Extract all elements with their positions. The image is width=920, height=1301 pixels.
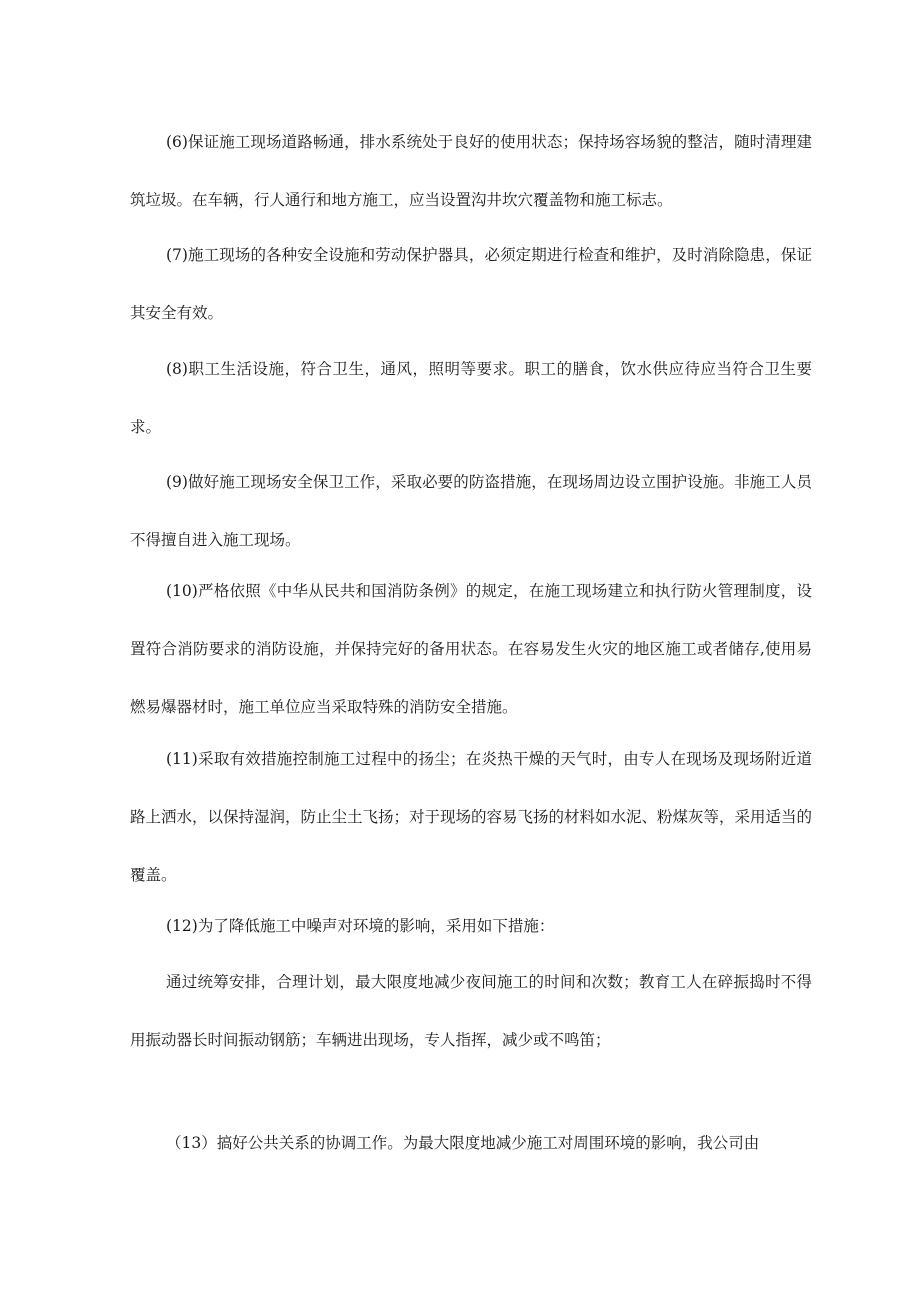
paragraph-12: (12)为了降低施工中噪声对环境的影响，采用如下措施： [166, 917, 555, 935]
paragraph-13: （13）搞好公共关系的协调工作。为最大限度地减少施工对周围环境的影响，我公司由 [166, 1134, 760, 1152]
paragraph-8: (8)职工生活设施，符合卫生，通风，照明等要求。职工的膳食，饮水供应待应当符合卫生要求。 [130, 360, 812, 436]
paragraph-7: (7)施工现场的各种安全设施和劳动保护器具，必须定期进行检查和维护，及时消除隐患，保证其安全有效。 [130, 246, 812, 322]
paragraph-6: (6)保证施工现场道路畅通，排水系统处于良好的使用状态；保持场容场貌的整洁，随时清理建筑垃圾。在车辆，行人通行和地方施工，应当设置沟井坎穴覆盖物和施工标志。 [130, 133, 812, 209]
paragraph-9: (9)做好施工现场安全保卫工作，采取必要的防盗措施，在现场周边设立围护设施。非施工人员不得擅自进入施工现场。 [130, 473, 812, 549]
paragraph-11: (11)采取有效措施控制施工过程中的扬尘；在炎热干燥的天气时，由专人在现场及现场附近道路上洒水，以保持湿润，防止尘土飞扬；对于现场的容易飞扬的材料如水泥、粉煤灰等，采用适当的覆盖。 [130, 750, 813, 884]
paragraph-12-detail: 通过统筹安排，合理计划，最大限度地减少夜间施工的时间和次数；教育工人在碎振捣时不得用振动器长时间振动钢筋；车辆进出现场，专人指挥，减少或不鸣笛； [130, 973, 812, 1049]
paragraph-10: (10)严格依照《中华从民共和国消防条例》的规定，在施工现场建立和执行防火管理制度，设置符合消防要求的消防设施，并保持完好的备用状态。在容易发生火灾的地区施工或者储存,使用易燃易爆器材时，施工单位应当采取特殊的消防安全措施。 [130, 582, 812, 716]
